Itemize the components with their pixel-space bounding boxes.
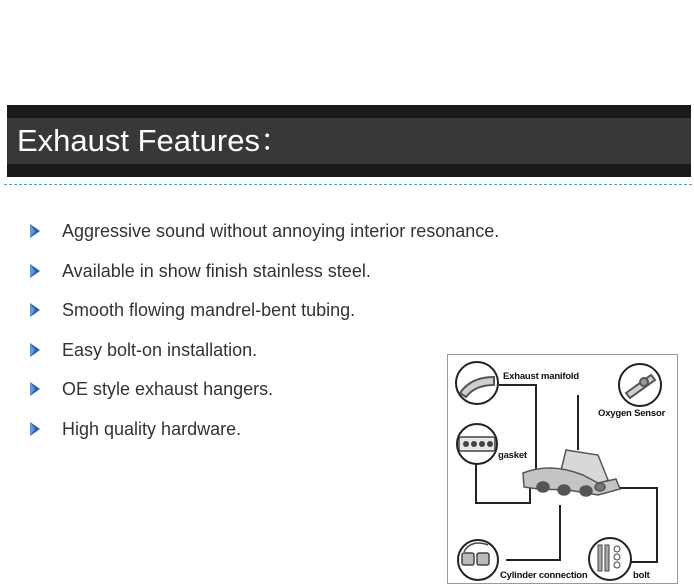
feature-item <box>30 219 499 259</box>
bullet-arrow-icon <box>30 420 40 438</box>
feature-item <box>30 298 499 338</box>
feature-item <box>30 338 499 378</box>
feature-text: Aggressive sound without annoying interior resonance. <box>62 221 500 241</box>
exhaust-parts-diagram <box>447 354 678 584</box>
leader-line-gasket <box>476 463 530 503</box>
feature-item <box>30 377 499 417</box>
feature-item <box>30 417 499 457</box>
section-header <box>7 105 691 177</box>
bullet-arrow-icon <box>30 380 40 398</box>
section-title: Exhaust Features： <box>17 123 291 158</box>
bolt-set-icon <box>598 545 620 571</box>
feature-text: Smooth flowing mandrel-bent tubing. <box>62 300 356 321</box>
feature-item <box>30 259 499 299</box>
label-oxygen-sensor: Oxygen Sensor <box>598 408 666 419</box>
bolt-callout-circle <box>589 538 631 580</box>
feature-text: Available in show finish stainless steel. <box>62 260 371 281</box>
label-bolt: bolt <box>633 570 650 581</box>
bullet-arrow-icon <box>30 301 40 319</box>
header-assembly <box>523 450 620 496</box>
bullet-arrow-icon <box>30 262 40 280</box>
gasket-icon <box>459 437 495 451</box>
dashed-divider <box>4 184 692 185</box>
diagram-illustration <box>448 355 679 585</box>
bullet-arrow-icon <box>30 341 40 359</box>
feature-text: Easy bolt-on installation. <box>62 339 258 360</box>
bullet-arrow-icon <box>30 222 40 240</box>
feature-text: OE style exhaust hangers. <box>62 379 274 400</box>
label-exhaust-manifold: Exhaust manifold <box>503 371 579 382</box>
leader-line-cylinder <box>506 505 560 560</box>
label-gasket: gasket <box>498 450 527 461</box>
section-header-band <box>7 118 691 164</box>
feature-text: High quality hardware. <box>62 418 242 439</box>
label-cylinder-connection: Cylinder connection <box>500 570 588 581</box>
feature-list <box>30 219 499 457</box>
